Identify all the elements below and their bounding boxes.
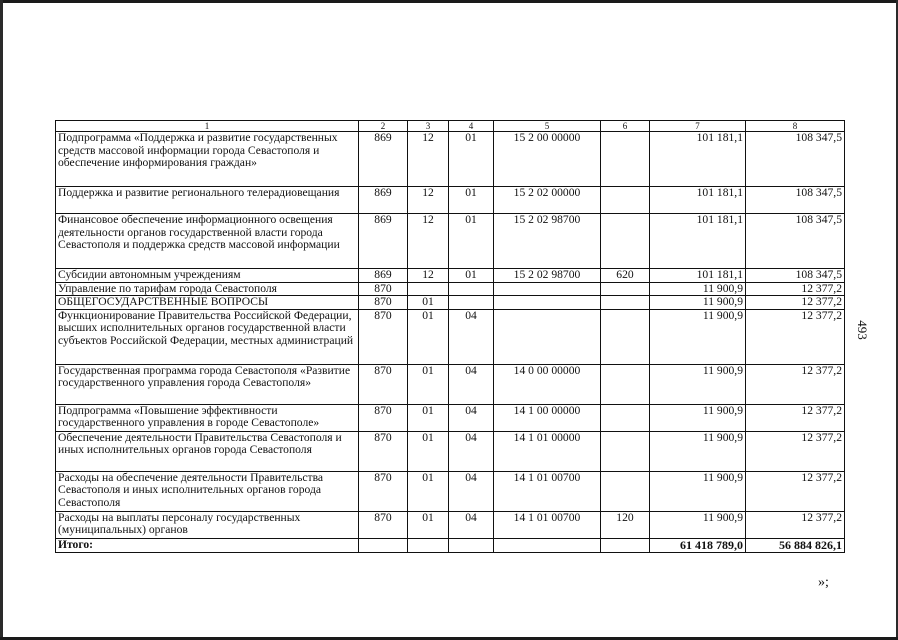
table-row	[56, 404, 845, 431]
table-row	[56, 471, 845, 511]
amount-year-1-cell: 11 900,9	[650, 364, 746, 404]
admin-code-cell: 869	[359, 132, 408, 187]
expense-type-code-cell	[601, 364, 650, 404]
empty-cell	[494, 538, 601, 552]
admin-code-cell: 870	[359, 309, 408, 364]
amount-year-1-cell: 11 900,9	[650, 431, 746, 471]
row-name-cell: Подпрограмма «Повышение эффективности государственного управления в городе Севастополе»	[56, 404, 359, 431]
expense-type-code-cell	[601, 296, 650, 310]
admin-code-cell: 870	[359, 296, 408, 310]
row-name-cell: ОБЩЕГОСУДАРСТВЕННЫЕ ВОПРОСЫ	[56, 296, 359, 310]
admin-code-cell: 869	[359, 214, 408, 269]
page-number: 493	[854, 320, 870, 340]
table-row	[56, 187, 845, 214]
expense-type-code-cell: 120	[601, 511, 650, 538]
target-article-code-cell: 15 2 02 98700	[494, 269, 601, 283]
expense-type-code-cell	[601, 431, 650, 471]
amount-year-2-cell: 108 347,5	[746, 214, 845, 269]
section-code-cell: 01	[408, 471, 449, 511]
expense-type-code-cell	[601, 132, 650, 187]
target-article-code-cell: 14 0 00 00000	[494, 364, 601, 404]
col-header-6: 6	[601, 121, 650, 132]
table-row	[56, 309, 845, 364]
admin-code-cell: 869	[359, 269, 408, 283]
subsection-code-cell: 04	[449, 404, 494, 431]
empty-cell	[449, 538, 494, 552]
section-code-cell: 12	[408, 269, 449, 283]
admin-code-cell: 870	[359, 471, 408, 511]
row-name-cell: Финансовое обеспечение информационного освещения деятельности органов государственной власти города Севастополя и поддержка средств массовой информации	[56, 214, 359, 269]
section-code-cell: 01	[408, 511, 449, 538]
admin-code-cell: 870	[359, 511, 408, 538]
table-row	[56, 511, 845, 538]
admin-code-cell: 870	[359, 431, 408, 471]
amount-year-1-cell: 11 900,9	[650, 309, 746, 364]
section-code-cell: 12	[408, 214, 449, 269]
amount-year-2-cell: 12 377,2	[746, 431, 845, 471]
empty-cell	[408, 538, 449, 552]
col-header-7: 7	[650, 121, 746, 132]
target-article-code-cell	[494, 309, 601, 364]
empty-cell	[601, 538, 650, 552]
amount-year-1-cell: 11 900,9	[650, 511, 746, 538]
expense-type-code-cell	[601, 214, 650, 269]
target-article-code-cell	[494, 296, 601, 310]
admin-code-cell: 870	[359, 364, 408, 404]
table-row	[56, 364, 845, 404]
amount-year-2-cell: 108 347,5	[746, 187, 845, 214]
subsection-code-cell: 04	[449, 364, 494, 404]
col-header-8: 8	[746, 121, 845, 132]
column-numbers-row	[56, 121, 845, 132]
target-article-code-cell: 14 1 01 00700	[494, 511, 601, 538]
section-code-cell: 01	[408, 364, 449, 404]
amount-year-1-cell: 11 900,9	[650, 471, 746, 511]
amount-year-2-cell: 12 377,2	[746, 471, 845, 511]
row-name-cell: Расходы на обеспечение деятельности Правительства Севастополя и иных исполнительных органов города Севастополя	[56, 471, 359, 511]
table-row	[56, 132, 845, 187]
expense-type-code-cell: 620	[601, 269, 650, 283]
total-row	[56, 538, 845, 552]
subsection-code-cell: 01	[449, 187, 494, 214]
admin-code-cell: 869	[359, 187, 408, 214]
subsection-code-cell: 04	[449, 511, 494, 538]
section-code-cell: 01	[408, 296, 449, 310]
section-code-cell: 12	[408, 132, 449, 187]
expense-type-code-cell	[601, 404, 650, 431]
empty-cell	[359, 538, 408, 552]
amount-year-1-cell: 101 181,1	[650, 187, 746, 214]
table-row	[56, 296, 845, 310]
row-name-cell: Функционирование Правительства Российской Федерации, высших исполнительных органов государственной власти субъектов Российской Федерации, местных администраций	[56, 309, 359, 364]
col-header-5: 5	[494, 121, 601, 132]
section-code-cell: 01	[408, 309, 449, 364]
amount-year-1-cell: 101 181,1	[650, 132, 746, 187]
budget-table	[55, 120, 845, 553]
subsection-code-cell	[449, 296, 494, 310]
scan-border-left	[0, 0, 3, 640]
amount-year-2-cell: 108 347,5	[746, 269, 845, 283]
section-code-cell	[408, 282, 449, 296]
amount-year-1-cell: 11 900,9	[650, 296, 746, 310]
expense-type-code-cell	[601, 471, 650, 511]
table-row	[56, 282, 845, 296]
row-name-cell: Расходы на выплаты персоналу государственных (муниципальных) органов	[56, 511, 359, 538]
amount-year-2-cell: 108 347,5	[746, 132, 845, 187]
amount-year-2-cell: 12 377,2	[746, 511, 845, 538]
amount-year-2-cell: 12 377,2	[746, 296, 845, 310]
section-code-cell: 01	[408, 404, 449, 431]
total-label-cell: Итого:	[56, 538, 359, 552]
col-header-2: 2	[359, 121, 408, 132]
amount-year-2-cell: 12 377,2	[746, 404, 845, 431]
amount-year-1-cell: 101 181,1	[650, 269, 746, 283]
amount-year-1-cell: 11 900,9	[650, 404, 746, 431]
target-article-code-cell: 15 2 00 00000	[494, 132, 601, 187]
table-row	[56, 214, 845, 269]
row-name-cell: Государственная программа города Севастополя «Развитие государственного управления города Севастополя»	[56, 364, 359, 404]
section-code-cell: 12	[408, 187, 449, 214]
subsection-code-cell: 04	[449, 431, 494, 471]
row-name-cell: Субсидии автономным учреждениям	[56, 269, 359, 283]
amount-year-2-cell: 12 377,2	[746, 309, 845, 364]
target-article-code-cell: 14 1 00 00000	[494, 404, 601, 431]
subsection-code-cell: 04	[449, 309, 494, 364]
target-article-code-cell: 15 2 02 98700	[494, 214, 601, 269]
subsection-code-cell: 01	[449, 132, 494, 187]
table-row	[56, 269, 845, 283]
subsection-code-cell: 04	[449, 471, 494, 511]
expense-type-code-cell	[601, 282, 650, 296]
row-name-cell: Поддержка и развитие регионального телерадиовещания	[56, 187, 359, 214]
subsection-code-cell: 01	[449, 269, 494, 283]
amount-year-1-cell: 101 181,1	[650, 214, 746, 269]
amount-year-1-cell: 11 900,9	[650, 282, 746, 296]
target-article-code-cell: 15 2 02 00000	[494, 187, 601, 214]
expense-type-code-cell	[601, 187, 650, 214]
scan-border-top	[0, 0, 898, 3]
admin-code-cell: 870	[359, 282, 408, 296]
total-amount-year-1-cell: 61 418 789,0	[650, 538, 746, 552]
subsection-code-cell: 01	[449, 214, 494, 269]
row-name-cell: Управление по тарифам города Севастополя	[56, 282, 359, 296]
target-article-code-cell	[494, 282, 601, 296]
target-article-code-cell: 14 1 01 00700	[494, 471, 601, 511]
section-code-cell: 01	[408, 431, 449, 471]
target-article-code-cell: 14 1 01 00000	[494, 431, 601, 471]
amount-year-2-cell: 12 377,2	[746, 282, 845, 296]
col-header-4: 4	[449, 121, 494, 132]
amount-year-2-cell: 12 377,2	[746, 364, 845, 404]
col-header-1: 1	[56, 121, 359, 132]
expense-type-code-cell	[601, 309, 650, 364]
subsection-code-cell	[449, 282, 494, 296]
closing-mark: »;	[818, 575, 829, 590]
row-name-cell: Обеспечение деятельности Правительства Севастополя и иных исполнительных органов города Севастополя	[56, 431, 359, 471]
admin-code-cell: 870	[359, 404, 408, 431]
table-row	[56, 431, 845, 471]
row-name-cell: Подпрограмма «Поддержка и развитие государственных средств массовой информации города Севастополя и обеспечение информирования граждан»	[56, 132, 359, 187]
total-amount-year-2-cell: 56 884 826,1	[746, 538, 845, 552]
col-header-3: 3	[408, 121, 449, 132]
